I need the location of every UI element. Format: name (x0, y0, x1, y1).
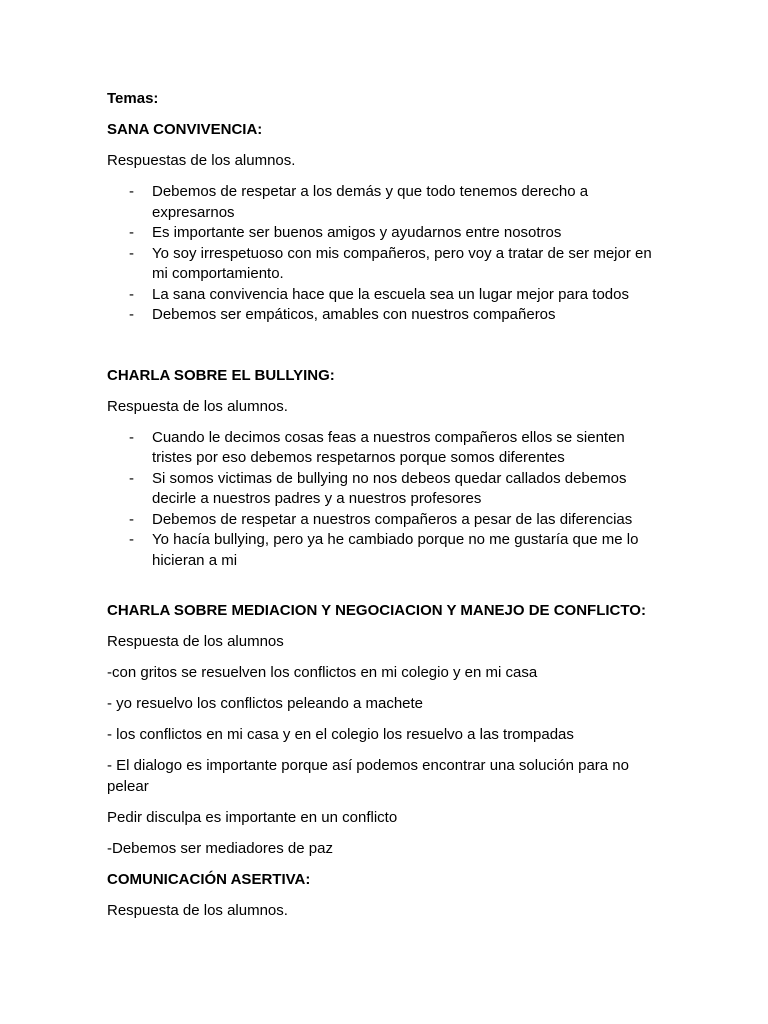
list-item (107, 244, 667, 285)
list-item-text: Yo hacía bullying, pero ya he cambiado porque no me gustaría que me lo hicieran a mi (152, 531, 639, 569)
list-item (107, 305, 667, 326)
list-item (107, 285, 667, 306)
dash-bullet: - (129, 469, 134, 487)
dash-bullet: - (129, 224, 134, 241)
response-paragraph: - El dialogo es importante porque así podemos encontrar una solución para no pelear (107, 757, 629, 795)
dash-bullet: - (129, 306, 134, 323)
document-page (107, 89, 667, 932)
spacer (107, 336, 667, 366)
list-item-text: Si somos victimas de bullying no nos debeos quedar callados debemos decirle a nuestros padres y a nuestros profesores (152, 469, 627, 507)
document-heading: Temas: (107, 90, 159, 107)
response-paragraph: - los conflictos en mi casa y en el colegio los resuelvo a las trompadas (107, 726, 574, 743)
section-intro: Respuesta de los alumnos (107, 633, 284, 650)
spacer (107, 581, 667, 601)
list-item-text: Es importante ser buenos amigos y ayudarnos entre nosotros (152, 224, 562, 241)
dash-bullet: - (129, 244, 134, 262)
dash-bullet: - (129, 285, 134, 303)
section-intro: Respuestas de los alumnos. (107, 152, 296, 169)
section-title-mediacion: CHARLA SOBRE MEDIACION Y NEGOCIACION Y MANEJO DE CONFLICTO: (107, 602, 646, 619)
dash-bullet: - (129, 428, 134, 446)
list-item-text: Yo soy irrespetuoso con mis compañeros, pero voy a tratar de ser mejor en mi comportamiento. (152, 244, 652, 282)
list-item (107, 428, 667, 469)
section-title-bullying: CHARLA SOBRE EL BULLYING: (107, 366, 335, 384)
section-intro: Respuesta de los alumnos. (107, 901, 288, 919)
list-item (107, 182, 667, 223)
response-paragraph: -con gritos se resuelven los conflictos en mi colegio y en mi casa (107, 664, 538, 681)
dash-bullet: - (129, 510, 134, 528)
list-item-text: Cuando le decimos cosas feas a nuestros compañeros ellos se sienten tristes por eso debemos respetarnos porque somos diferentes (152, 428, 625, 466)
response-paragraph: -Debemos ser mediadores de paz (107, 839, 333, 857)
list-item-text: Debemos de respetar a los demás y que todo tenemos derecho a expresarnos (152, 183, 589, 221)
list-item-text: La sana convivencia hace que la escuela sea un lugar mejor para todos (152, 285, 629, 303)
section-title-sana-convivencia: SANA CONVIVENCIA: (107, 121, 263, 138)
list-item (107, 469, 667, 510)
section-intro: Respuesta de los alumnos. (107, 397, 288, 415)
list-item (107, 223, 667, 244)
list-item-text: Debemos de respetar a nuestros compañeros a pesar de las diferencias (152, 510, 633, 528)
response-list (107, 428, 667, 572)
response-paragraph: Pedir disculpa es importante en un conflicto (107, 808, 398, 826)
section-title-comunicacion-asertiva: COMUNICACIÓN ASERTIVA: (107, 870, 311, 888)
dash-bullet: - (129, 531, 134, 548)
list-item-text: Debemos ser empáticos, amables con nuestros compañeros (152, 306, 556, 323)
response-list (107, 182, 667, 326)
list-item (107, 530, 667, 571)
list-item (107, 510, 667, 531)
response-paragraph: - yo resuelvo los conflictos peleando a machete (107, 695, 424, 712)
dash-bullet: - (129, 183, 134, 200)
